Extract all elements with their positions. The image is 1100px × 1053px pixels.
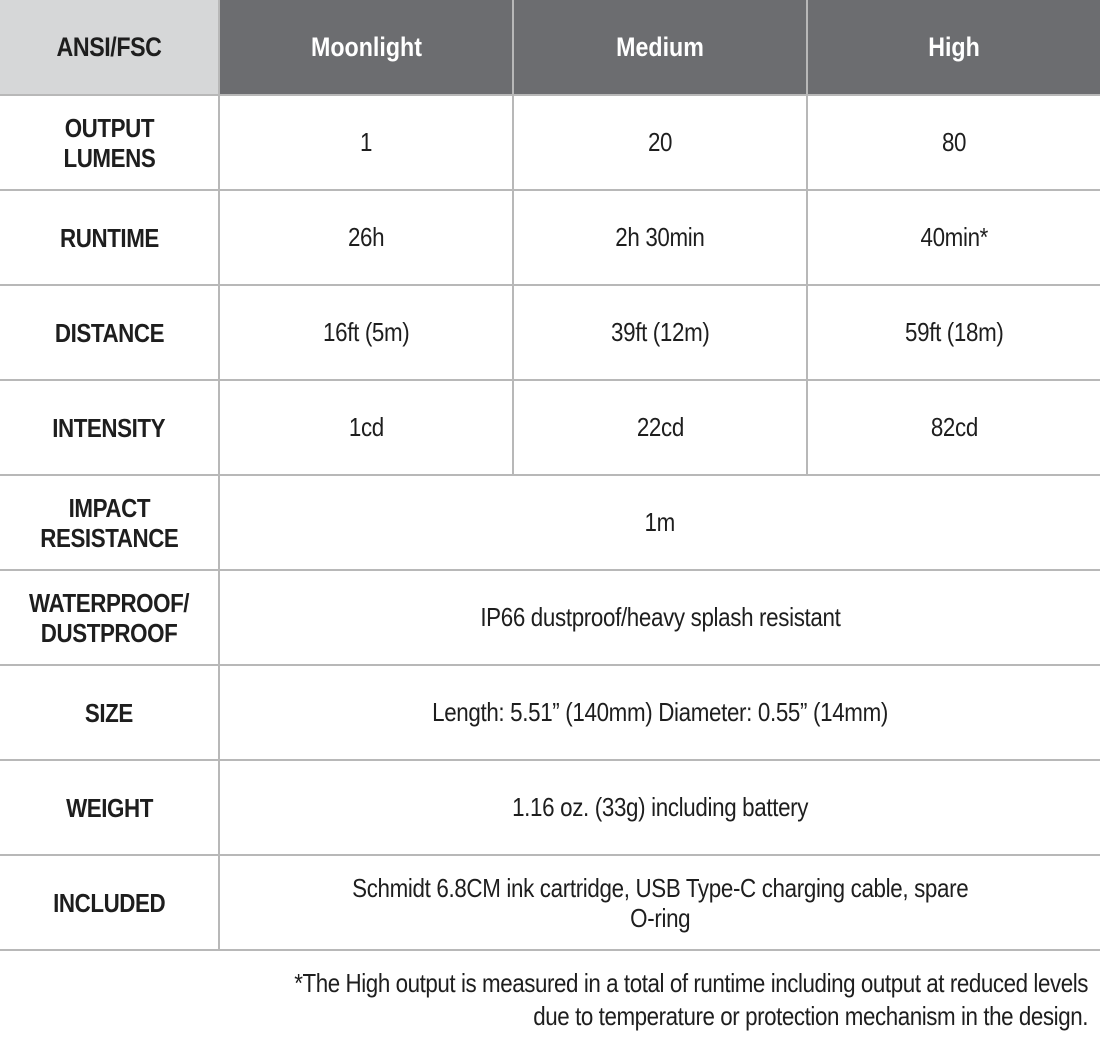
row-label: IMPACT RESISTANCE bbox=[0, 475, 219, 570]
footnote-line: *The High output is measured in a total of runtime including output at reduced levels bbox=[294, 968, 1088, 998]
cell-merged: 1.16 oz. (33g) including battery bbox=[219, 760, 1100, 855]
column-label: Moonlight bbox=[310, 31, 422, 62]
row-intensity bbox=[0, 380, 1100, 475]
row-label-line: LUMENS bbox=[63, 142, 155, 173]
cell-moonlight: 1 bbox=[219, 95, 513, 190]
row-weight bbox=[0, 760, 1100, 855]
column-header-moonlight bbox=[219, 0, 513, 95]
cell-moonlight: 26h bbox=[219, 190, 513, 285]
corner-header bbox=[0, 0, 219, 95]
row-label: INTENSITY bbox=[0, 380, 219, 475]
cell-medium: 20 bbox=[513, 95, 807, 190]
cell-high: 82cd bbox=[807, 380, 1100, 475]
corner-label: ANSI/FSC bbox=[56, 31, 162, 62]
cell-high: 40min* bbox=[807, 190, 1100, 285]
row-label bbox=[0, 95, 219, 190]
row-label: WATERPROOF/ DUSTPROOF bbox=[0, 570, 219, 665]
column-header-high bbox=[807, 0, 1100, 95]
cell-merged: 1m bbox=[219, 475, 1100, 570]
row-runtime bbox=[0, 190, 1100, 285]
cell-moonlight: 1cd bbox=[219, 380, 513, 475]
cell-high: 80 bbox=[807, 95, 1100, 190]
cell-merged: Schmidt 6.8CM ink cartridge, USB Type-C charging cable, spare O-ring bbox=[219, 855, 1100, 950]
header-row bbox=[0, 0, 1100, 95]
row-distance bbox=[0, 285, 1100, 380]
row-label: WEIGHT bbox=[0, 760, 219, 855]
row-output-lumens bbox=[0, 95, 1100, 190]
row-label: INCLUDED bbox=[0, 855, 219, 950]
row-waterproof-dustproof bbox=[0, 570, 1100, 665]
row-size bbox=[0, 665, 1100, 760]
cell-merged: Length: 5.51” (140mm) Diameter: 0.55” (14mm) bbox=[219, 665, 1100, 760]
row-label: DISTANCE bbox=[0, 285, 219, 380]
footnote-line: due to temperature or protection mechanism in the design. bbox=[533, 1001, 1088, 1031]
cell-medium: 22cd bbox=[513, 380, 807, 475]
cell-medium: 2h 30min bbox=[513, 190, 807, 285]
column-label: Medium bbox=[616, 31, 704, 62]
column-label: High bbox=[928, 31, 980, 62]
cell-merged: IP66 dustproof/heavy splash resistant bbox=[219, 570, 1100, 665]
row-label: SIZE bbox=[0, 665, 219, 760]
row-included bbox=[0, 855, 1100, 950]
row-impact-resistance bbox=[0, 475, 1100, 570]
footnote bbox=[0, 951, 1100, 1033]
cell-moonlight: 16ft (5m) bbox=[219, 285, 513, 380]
row-label-line: OUTPUT bbox=[64, 112, 154, 143]
row-label: RUNTIME bbox=[0, 190, 219, 285]
cell-high: 59ft (18m) bbox=[807, 285, 1100, 380]
cell-medium: 39ft (12m) bbox=[513, 285, 807, 380]
column-header-medium bbox=[513, 0, 807, 95]
